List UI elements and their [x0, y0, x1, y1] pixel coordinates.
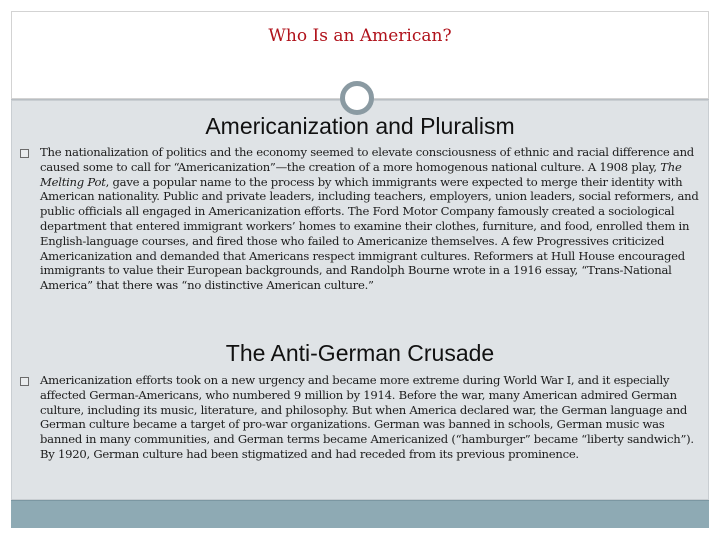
- slide-title: Who Is an American?: [268, 26, 452, 46]
- footer-bar: [11, 500, 709, 528]
- section-heading-americanization: Americanization and Pluralism: [205, 113, 515, 139]
- paragraph-americanization: [40, 145, 702, 293]
- square-bullet-icon: [20, 377, 29, 386]
- play-title-italic: The Melting Pot: [40, 159, 682, 189]
- paragraph-text-end: , gave a popular name to the process by which immigrants were expected to merge their identity with American nationality. Public and private leaders, including teachers, employers, union leaders, social reformers, and public officials all engaged in Americanization efforts. The Ford Motor Company famously created a sociological department that entered immigrant workers’ homes to examine their clothes, furniture, and food, enrolled them in English-language courses, and fired those who failed to Americanize themselves. A few Progressives criticized Americanization and demanded that Americans respect immigrant cultures. Reformers at Hull House encouraged immigrants to value their European backgrounds, and Randolph Bourne wrote in a 1916 essay, “Trans-National America” that there was “no distinctive American culture.”: [40, 174, 699, 293]
- section-heading-anti-german: The Anti-German Crusade: [225, 340, 495, 366]
- paragraph-text-start: The nationalization of politics and the economy seemed to elevate consciousness of ethnic and racial difference and caused some to call for “Americanization”—the creation of a more homogenous national culture. A 1908 play,: [40, 145, 694, 174]
- paragraph-anti-german: Americanization efforts took on a new urgency and became more extreme during World War I, and it especially affected German-Americans, who numbered 9 million by 1914. Before the war, many American admired German culture, including its music, literature, and philosophy. But when America declared war, the German language and German culture became a target of pro-war organizations. German was banned in schools, German music was banned in many communities, and German terms became Americanized (“hamburger” became “liberty sandwich”). By 1920, German culture had been stigmatized and had receded from its previous prominence.: [40, 373, 694, 461]
- square-bullet-icon: [20, 149, 29, 158]
- circle-ornament-icon: [340, 81, 374, 115]
